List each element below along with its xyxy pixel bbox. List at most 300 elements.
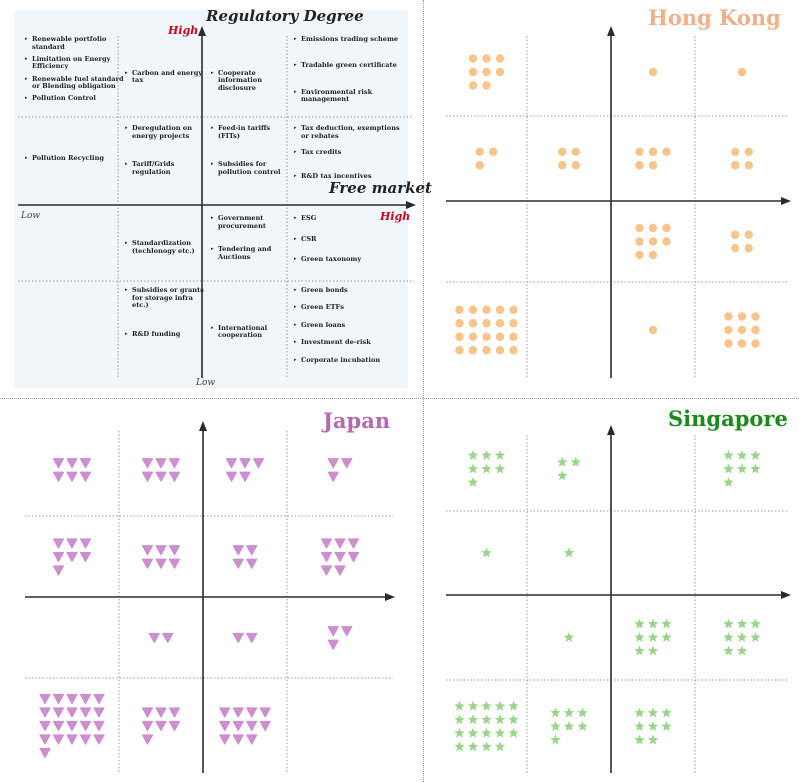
hk-marker-r2-c2 — [635, 251, 643, 259]
jp-marker-r3-c0 — [81, 735, 91, 744]
legend-item-text: Renewable fuel standard or Blending obligation — [32, 74, 124, 90]
bullet-icon: ▸ — [294, 356, 297, 363]
sg-marker-r2-c3 — [737, 646, 747, 656]
sg-marker-r2-c3 — [723, 646, 733, 656]
sg-marker-r3-c1 — [564, 708, 574, 718]
legend-item-text: Green loans — [301, 320, 346, 329]
sg-marker-r3-c0 — [481, 741, 491, 751]
jp-marker-r2-c3 — [328, 627, 338, 636]
hk-marker-r0-c0 — [482, 81, 490, 89]
jp-marker-r0-c2 — [240, 459, 250, 468]
legend-item-text: Carbon and energy tax — [132, 68, 203, 84]
jp-marker-r3-c0 — [94, 695, 104, 704]
hk-marker-r3-c0 — [509, 346, 517, 354]
hk-marker-r3-c0 — [509, 333, 517, 341]
bullet-icon: ▸ — [125, 287, 128, 293]
hk-marker-r1-c2 — [649, 148, 657, 156]
country-title-singapore: Singapore — [668, 406, 788, 431]
jp-marker-r0-c0 — [81, 472, 91, 481]
bullet-icon: ▸ — [294, 304, 297, 311]
jp-marker-r1-c3 — [335, 539, 345, 548]
hk-marker-r0-c0 — [469, 81, 477, 89]
hk-marker-r1-c2 — [662, 148, 670, 156]
hk-marker-r2-c2 — [662, 224, 670, 232]
hk-marker-r3-c0 — [469, 306, 477, 314]
legend-item-text: Corporate incubation — [301, 355, 381, 364]
hk-marker-r3-c3 — [751, 326, 759, 334]
legend-item-text: ESG — [301, 214, 317, 222]
legend-item-text: Tariff/Grids regulation — [132, 160, 175, 176]
bullet-icon: ▸ — [294, 62, 297, 69]
hk-marker-r1-c1 — [558, 148, 566, 156]
jp-marker-r3-c0 — [81, 708, 91, 717]
jp-marker-r3-c2 — [247, 708, 257, 717]
hk-marker-r3-c3 — [738, 312, 746, 320]
legend-item-text: Investment de-risk — [301, 338, 371, 347]
jp-marker-r0-c3 — [328, 472, 338, 481]
legend-item-text: Renewable portfolio standard — [32, 35, 107, 51]
sg-marker-r0-c3 — [737, 450, 747, 460]
sg-marker-r3-c1 — [550, 735, 560, 745]
sg-marker-r1-c0 — [481, 548, 491, 558]
hk-marker-r3-c0 — [455, 346, 463, 354]
sg-marker-r0-c1 — [557, 470, 567, 480]
jp-marker-r1-c2 — [247, 559, 257, 568]
jp-marker-r0-c0 — [54, 459, 64, 468]
jp-marker-r2-c2 — [233, 634, 243, 643]
jp-marker-r3-c2 — [220, 735, 230, 744]
legend-x-axis-arrow — [406, 201, 416, 209]
hk-marker-r2-c3 — [731, 231, 739, 239]
legend-item-text: Environmental risk management — [301, 87, 373, 104]
sg-marker-r0-c0 — [481, 450, 491, 460]
legend-y-low-label: Low — [196, 378, 216, 388]
jp-marker-r0-c2 — [227, 472, 237, 481]
hk-marker-r1-c0 — [476, 148, 484, 156]
legend-item-text: Tax credits — [301, 148, 342, 156]
sg-marker-r2-c3 — [750, 632, 760, 642]
jp-marker-r1-c0 — [81, 553, 91, 562]
sg-marker-r3-c0 — [454, 728, 464, 738]
jp-marker-r1-c1 — [156, 559, 166, 568]
jp-marker-r1-c1 — [143, 559, 153, 568]
bullet-icon: ▸ — [211, 246, 214, 252]
sg-marker-r2-c2 — [634, 646, 644, 656]
hk-marker-r3-c3 — [724, 326, 732, 334]
jp-marker-r3-c2 — [233, 722, 243, 731]
legend-item-text: R&D tax incentives — [301, 172, 372, 180]
jp-marker-r1-c3 — [322, 539, 332, 548]
sg-marker-r3-c0 — [468, 728, 478, 738]
jp-marker-r3-c0 — [40, 722, 50, 731]
hk-marker-r0-c0 — [496, 54, 504, 62]
jp-marker-r1-c3 — [322, 553, 332, 562]
legend-x-axis-title: Free market — [329, 179, 432, 197]
sg-marker-r0-c3 — [723, 450, 733, 460]
sg-marker-r3-c1 — [564, 721, 574, 731]
hk-marker-r2-c2 — [662, 237, 670, 245]
hk-marker-r2-c2 — [649, 251, 657, 259]
legend-item-text: Feed-in tariffs (FITs) — [218, 124, 271, 140]
jp-marker-r0-c2 — [240, 472, 250, 481]
country-title-japan: Japan — [323, 408, 391, 433]
jp-marker-r1-c1 — [156, 546, 166, 555]
sg-marker-r3-c0 — [495, 701, 505, 711]
legend-item-text: Pollution Control — [32, 94, 96, 103]
hk-marker-r1-c1 — [558, 161, 566, 169]
jp-marker-r2-c1 — [163, 634, 173, 643]
legend-item-text: Government procurement — [218, 214, 266, 230]
legend-item-text: Limitation on Energy Efficiency — [32, 54, 111, 71]
jp-marker-r0-c1 — [143, 472, 153, 481]
bullet-icon: ▸ — [211, 125, 214, 131]
jp-marker-r2-c3 — [342, 627, 352, 636]
jp-marker-r1-c0 — [54, 566, 64, 575]
legend-x-low-label: Low — [21, 211, 41, 221]
jp-marker-r1-c3 — [349, 539, 359, 548]
bullet-icon: ▸ — [294, 125, 297, 131]
jp-marker-r1-c0 — [81, 539, 91, 548]
hk-marker-r1-c0 — [476, 161, 484, 169]
jp-marker-r3-c2 — [220, 708, 230, 717]
sg-marker-r3-c1 — [577, 721, 587, 731]
sg-marker-r3-c0 — [454, 741, 464, 751]
legend-item-text: International cooperation — [218, 323, 268, 339]
bullet-icon: ▸ — [125, 330, 128, 337]
jp-marker-r0-c0 — [67, 472, 77, 481]
hk-marker-r1-c2 — [649, 161, 657, 169]
bullet-icon: ▸ — [25, 155, 28, 161]
hk-marker-r3-c0 — [455, 333, 463, 341]
jp-marker-r0-c1 — [170, 472, 180, 481]
legend-y-axis-arrow — [198, 26, 206, 36]
sg-marker-r3-c0 — [508, 714, 518, 724]
hk-marker-r3-c3 — [751, 312, 759, 320]
sg-marker-r0-c3 — [737, 464, 747, 474]
jp-marker-r0-c0 — [54, 472, 64, 481]
bullet-icon: ▸ — [25, 36, 28, 42]
sg-marker-r2-c2 — [634, 632, 644, 642]
bullet-icon: ▸ — [294, 287, 297, 293]
bullet-icon: ▸ — [25, 75, 28, 82]
sg-marker-r3-c1 — [577, 708, 587, 718]
sg-marker-r0-c3 — [723, 477, 733, 487]
sg-marker-r3-c0 — [495, 741, 505, 751]
bullet-icon: ▸ — [294, 235, 297, 242]
sg-marker-r0-c0 — [468, 464, 478, 474]
legend-item-text: Tendering and Auctions — [218, 245, 272, 261]
sg-marker-r3-c1 — [550, 708, 560, 718]
legend-item-text: Deregulation on energy projects — [132, 124, 192, 140]
sg-marker-r2-c3 — [723, 632, 733, 642]
jp-marker-r1-c2 — [247, 546, 257, 555]
sg-marker-r3-c1 — [550, 721, 560, 731]
hk-marker-r3-c3 — [738, 326, 746, 334]
hk-marker-r3-c0 — [482, 306, 490, 314]
jp-marker-r0-c2 — [254, 459, 264, 468]
jp-marker-r3-c0 — [40, 735, 50, 744]
jp-marker-r3-c1 — [170, 722, 180, 731]
jp-marker-r3-c0 — [54, 735, 64, 744]
bullet-icon: ▸ — [294, 339, 297, 346]
bullet-icon: ▸ — [125, 125, 128, 131]
legend-item-text: Green bonds — [301, 286, 348, 294]
hk-marker-r3-c0 — [496, 346, 504, 354]
sg-marker-r2-c1 — [564, 632, 574, 642]
sg-marker-r3-c2 — [661, 708, 671, 718]
hk-marker-r1-c3 — [731, 148, 739, 156]
jp-marker-r0-c0 — [67, 459, 77, 468]
hk-marker-r2-c2 — [635, 224, 643, 232]
jp-marker-r0-c2 — [227, 459, 237, 468]
hk-marker-r1-c3 — [745, 161, 753, 169]
jp-marker-r3-c0 — [94, 735, 104, 744]
hk-marker-r3-c0 — [482, 346, 490, 354]
sg-marker-r3-c0 — [468, 701, 478, 711]
sg-marker-r0-c0 — [468, 477, 478, 487]
sg-marker-r3-c0 — [468, 714, 478, 724]
jp-marker-r0-c3 — [342, 459, 352, 468]
hk-marker-r1-c0 — [489, 148, 497, 156]
sg-x-axis-arrow — [781, 591, 791, 599]
hk-marker-r3-c0 — [496, 306, 504, 314]
sg-marker-r3-c2 — [648, 708, 658, 718]
jp-marker-r0-c1 — [156, 472, 166, 481]
jp-marker-r3-c0 — [67, 722, 77, 731]
sg-marker-r3-c2 — [648, 721, 658, 731]
hk-marker-r3-c0 — [455, 306, 463, 314]
jp-marker-r3-c2 — [247, 722, 257, 731]
jp-marker-r3-c0 — [54, 695, 64, 704]
legend-y-high-label: High — [168, 24, 199, 37]
sg-marker-r2-c2 — [648, 646, 658, 656]
legend-item-text: Emissions trading scheme — [301, 35, 399, 43]
legend-item-text: Green taxonomy — [301, 255, 362, 264]
hk-marker-r3-c3 — [724, 339, 732, 347]
sg-marker-r3-c0 — [495, 728, 505, 738]
sg-marker-r3-c0 — [508, 728, 518, 738]
sg-marker-r3-c0 — [495, 714, 505, 724]
sg-marker-r3-c0 — [468, 741, 478, 751]
bullet-icon: ▸ — [211, 215, 214, 221]
legend-item-text: Subsidies or grants for storage infra etc.) — [132, 286, 204, 309]
hk-marker-r0-c2 — [649, 68, 657, 76]
jp-marker-r3-c0 — [67, 695, 77, 704]
jp-marker-r1-c2 — [233, 546, 243, 555]
jp-marker-r3-c0 — [40, 749, 50, 758]
bullet-icon: ▸ — [294, 149, 297, 155]
sg-marker-r2-c2 — [661, 619, 671, 629]
bullet-icon: ▸ — [294, 36, 297, 42]
hk-marker-r1-c2 — [635, 148, 643, 156]
bullet-icon: ▸ — [211, 161, 214, 167]
jp-marker-r0-c1 — [156, 459, 166, 468]
bullet-icon: ▸ — [211, 69, 214, 76]
jp-marker-r3-c0 — [40, 695, 50, 704]
jp-marker-r1-c1 — [170, 559, 180, 568]
legend-item-text: CSR — [301, 234, 317, 243]
sg-marker-r0-c1 — [557, 457, 567, 467]
sg-y-axis-arrow — [607, 425, 615, 435]
sg-marker-r3-c2 — [648, 735, 658, 745]
jp-marker-r1-c0 — [54, 553, 64, 562]
sg-marker-r0-c1 — [571, 457, 581, 467]
jp-marker-r3-c2 — [260, 722, 270, 731]
hk-marker-r3-c0 — [496, 333, 504, 341]
hk-marker-r2-c2 — [649, 224, 657, 232]
sg-marker-r3-c2 — [634, 735, 644, 745]
jp-marker-r3-c1 — [143, 708, 153, 717]
hk-marker-r3-c0 — [482, 319, 490, 327]
hk-marker-r3-c0 — [496, 319, 504, 327]
sg-marker-r3-c0 — [454, 714, 464, 724]
sg-marker-r0-c0 — [495, 464, 505, 474]
legend-item-text: Tradable green certificate — [301, 61, 397, 70]
jp-marker-r1-c3 — [349, 553, 359, 562]
jp-marker-r0-c0 — [81, 459, 91, 468]
jp-marker-r0-c3 — [328, 459, 338, 468]
sg-marker-r3-c2 — [634, 708, 644, 718]
hk-x-axis-arrow — [781, 197, 791, 205]
hk-marker-r0-c3 — [738, 68, 746, 76]
sg-marker-r1-c1 — [564, 548, 574, 558]
sg-marker-r3-c0 — [481, 728, 491, 738]
sg-marker-r2-c3 — [737, 632, 747, 642]
jp-marker-r3-c2 — [220, 722, 230, 731]
sg-marker-r3-c0 — [481, 701, 491, 711]
hk-marker-r2-c3 — [745, 231, 753, 239]
bullet-icon: ▸ — [211, 324, 214, 331]
jp-x-axis-arrow — [385, 593, 395, 601]
sg-marker-r2-c2 — [648, 619, 658, 629]
bullet-icon: ▸ — [25, 95, 28, 102]
hk-marker-r1-c2 — [635, 161, 643, 169]
sg-marker-r0-c3 — [750, 464, 760, 474]
jp-marker-r3-c0 — [81, 695, 91, 704]
jp-marker-r1-c0 — [67, 539, 77, 548]
jp-marker-r1-c0 — [67, 553, 77, 562]
jp-marker-r2-c3 — [328, 640, 338, 649]
bullet-icon: ▸ — [125, 240, 128, 246]
sg-marker-r0-c3 — [723, 464, 733, 474]
jp-y-axis-arrow — [199, 421, 207, 431]
sg-marker-r0-c0 — [481, 464, 491, 474]
sg-marker-r3-c0 — [481, 714, 491, 724]
hk-marker-r3-c0 — [469, 346, 477, 354]
sg-marker-r2-c2 — [648, 632, 658, 642]
hk-marker-r3-c0 — [509, 319, 517, 327]
jp-marker-r3-c1 — [156, 708, 166, 717]
jp-marker-r3-c0 — [94, 722, 104, 731]
jp-marker-r1-c3 — [335, 566, 345, 575]
bullet-icon: ▸ — [125, 69, 128, 76]
jp-marker-r1-c3 — [335, 553, 345, 562]
jp-marker-r3-c1 — [156, 722, 166, 731]
jp-marker-r1-c2 — [233, 559, 243, 568]
sg-marker-r2-c3 — [723, 619, 733, 629]
legend-title: Regulatory Degree — [206, 7, 364, 25]
hk-marker-r1-c3 — [745, 148, 753, 156]
legend-item-text: R&D funding — [132, 329, 181, 338]
sg-marker-r2-c3 — [750, 619, 760, 629]
hk-marker-r0-c0 — [469, 54, 477, 62]
bullet-icon: ▸ — [25, 55, 28, 62]
jp-marker-r3-c1 — [143, 735, 153, 744]
bullet-icon: ▸ — [294, 256, 297, 263]
sg-marker-r3-c0 — [508, 701, 518, 711]
jp-marker-r1-c3 — [322, 566, 332, 575]
legend-item-text: Cooperate information disclosure — [218, 68, 262, 92]
hk-marker-r3-c0 — [482, 333, 490, 341]
jp-marker-r3-c2 — [260, 708, 270, 717]
bullet-icon: ▸ — [294, 88, 297, 95]
jp-marker-r2-c1 — [149, 634, 159, 643]
hk-marker-r2-c2 — [649, 237, 657, 245]
hk-marker-r3-c0 — [469, 319, 477, 327]
jp-marker-r3-c1 — [143, 722, 153, 731]
hk-marker-r0-c0 — [469, 68, 477, 76]
sg-marker-r2-c2 — [661, 632, 671, 642]
jp-marker-r3-c0 — [81, 722, 91, 731]
legend-item-text: Tax deduction, exemptions or rebates — [301, 124, 400, 140]
jp-marker-r2-c2 — [247, 634, 257, 643]
hk-marker-r3-c0 — [455, 319, 463, 327]
hk-marker-r0-c0 — [482, 54, 490, 62]
bullet-icon: ▸ — [125, 161, 128, 167]
hk-marker-r2-c3 — [731, 244, 739, 252]
hk-marker-r3-c0 — [469, 333, 477, 341]
jp-marker-r3-c2 — [233, 708, 243, 717]
hk-marker-r3-c3 — [738, 339, 746, 347]
sg-marker-r3-c0 — [454, 701, 464, 711]
jp-marker-r0-c1 — [170, 459, 180, 468]
jp-marker-r3-c0 — [67, 735, 77, 744]
hk-marker-r1-c1 — [572, 148, 580, 156]
hk-marker-r2-c3 — [745, 244, 753, 252]
hk-marker-r0-c0 — [482, 68, 490, 76]
sg-marker-r2-c2 — [634, 619, 644, 629]
hk-marker-r1-c1 — [572, 161, 580, 169]
hk-marker-r2-c2 — [635, 237, 643, 245]
jp-marker-r0-c1 — [143, 459, 153, 468]
sg-marker-r3-c2 — [661, 721, 671, 731]
hk-marker-r1-c3 — [731, 161, 739, 169]
jp-marker-r3-c0 — [54, 708, 64, 717]
bullet-icon: ▸ — [294, 215, 297, 221]
jp-marker-r1-c1 — [143, 546, 153, 555]
jp-marker-r3-c0 — [94, 708, 104, 717]
sg-marker-r0-c0 — [495, 450, 505, 460]
legend-item-text: Green ETFs — [301, 303, 344, 312]
sg-marker-r0-c0 — [468, 450, 478, 460]
jp-marker-r3-c0 — [54, 722, 64, 731]
sg-marker-r3-c2 — [634, 721, 644, 731]
legend-item-text: Standardization (techlonogy etc.) — [132, 239, 195, 255]
jp-marker-r3-c1 — [170, 708, 180, 717]
bullet-icon: ▸ — [294, 321, 297, 328]
jp-marker-r3-c0 — [40, 708, 50, 717]
hk-marker-r3-c0 — [509, 306, 517, 314]
legend-item-text: Pollution Recycling — [32, 154, 104, 162]
legend-x-high-label: High — [380, 210, 411, 223]
sg-marker-r2-c3 — [737, 619, 747, 629]
hk-marker-r3-c2 — [649, 326, 657, 334]
legend-item-text: Subsidies for pollution control — [218, 160, 281, 176]
bullet-icon: ▸ — [294, 173, 297, 179]
jp-marker-r3-c2 — [247, 735, 257, 744]
hk-marker-r0-c0 — [496, 68, 504, 76]
sg-marker-r0-c3 — [750, 450, 760, 460]
